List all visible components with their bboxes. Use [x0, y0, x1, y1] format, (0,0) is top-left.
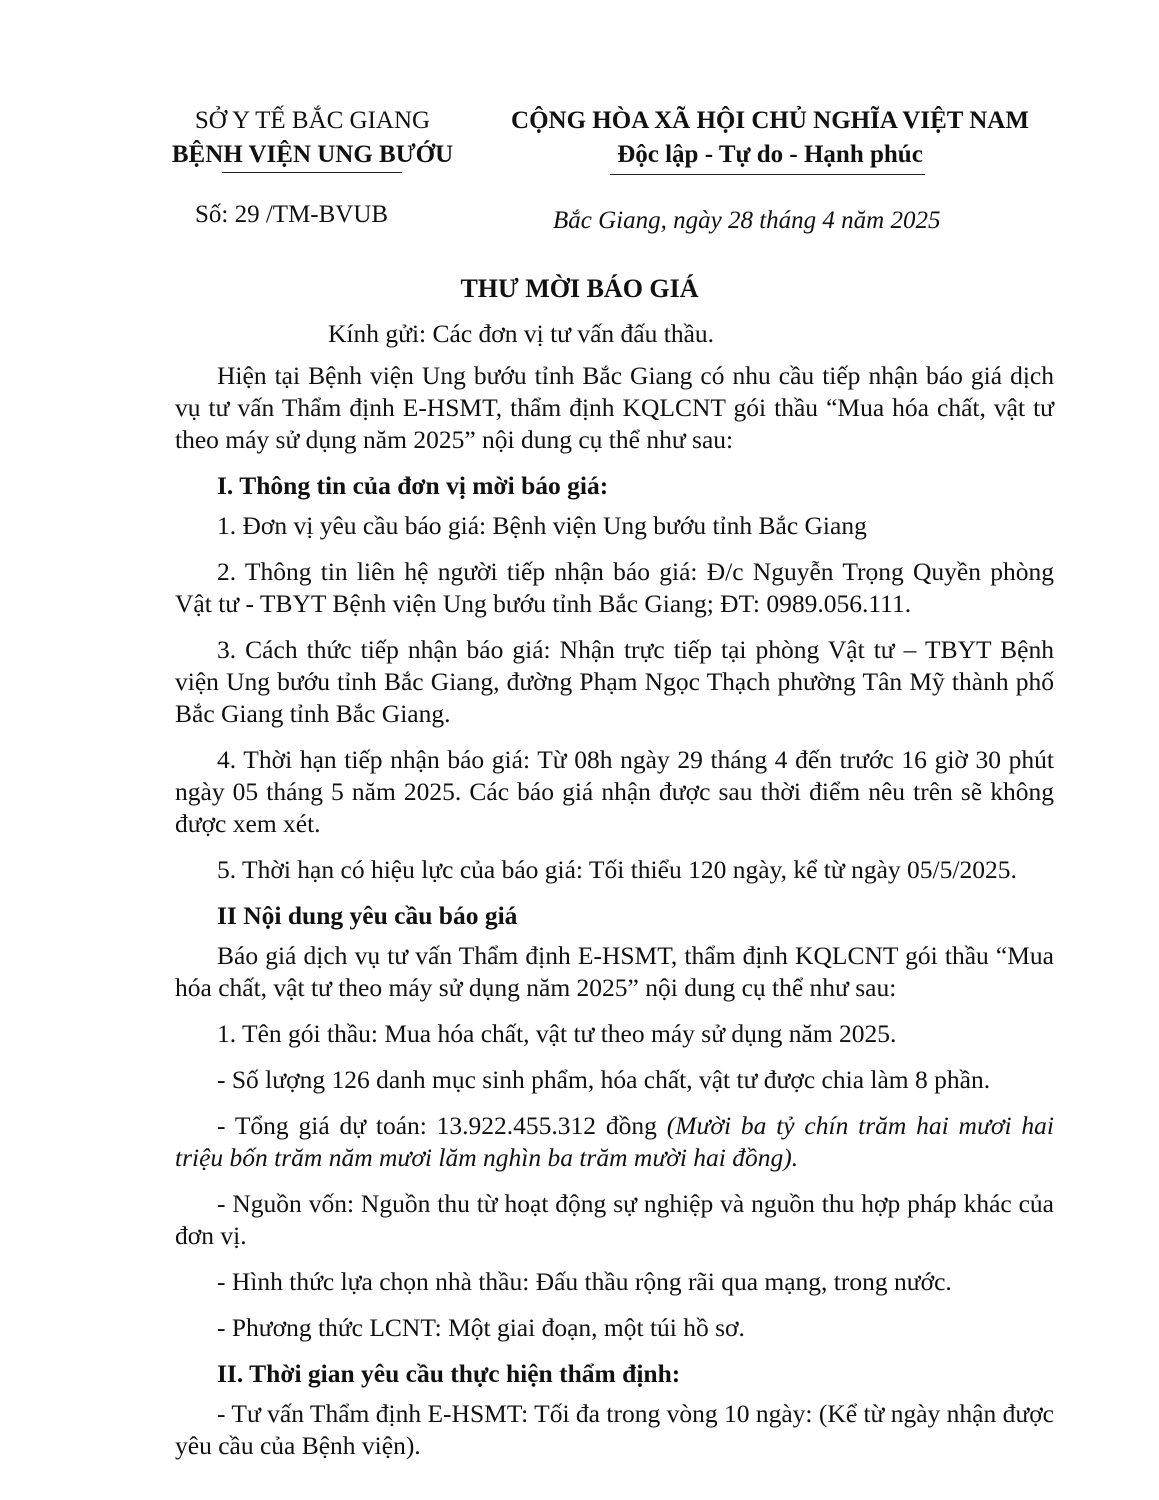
section1-item: 2. Thông tin liên hệ người tiếp nhận báo giá: Đ/c Nguyễn Trọng Quyền phòng Vật tư - TBYT Bệnh viện Ung bướu tỉnh Bắc Giang; ĐT: 0989.056.111. — [175, 557, 1054, 618]
issuer-department: SỞ Y TẾ BẮC GIANG — [194, 107, 431, 134]
estimate-line — [175, 1110, 1054, 1174]
national-motto-block — [500, 104, 1040, 172]
appraisal-time-line: - Tư vấn Thẩm định E-HSMT: Tối đa trong vòng 10 ngày: (Kể từ ngày nhận được yêu cầu của Bệnh viện). — [175, 1399, 1054, 1460]
package-name: 1. Tên gói thầu: Mua hóa chất, vật tư theo máy sử dụng năm 2025. — [217, 1019, 897, 1048]
selection-form-line: - Hình thức lựa chọn nhà thầu: Đấu thầu rộng rãi qua mạng, trong nước. — [217, 1267, 952, 1296]
section2-heading: II Nội dung yêu cầu báo giá — [217, 901, 518, 930]
section2-intro: Báo giá dịch vụ tư vấn Thẩm định E-HSMT, thẩm định KQLCNT gói thầu “Mua hóa chất, vật tư theo máy sử dụng năm 2025” nội dung cụ thể như sau: — [175, 941, 1054, 1002]
issuer-underline — [222, 172, 402, 173]
section1-item: 3. Cách thức tiếp nhận báo giá: Nhận trực tiếp tại phòng Vật tư – TBYT Bệnh viện Ung bướu tỉnh Bắc Giang, đường Phạm Ngọc Thạch phường Tân Mỹ thành phố Bắc Giang tỉnh Bắc Giang. — [175, 635, 1054, 728]
section1-item: 5. Thời hạn có hiệu lực của báo giá: Tối thiểu 120 ngày, kể từ ngày 05/5/2025. — [217, 855, 1017, 884]
document-body — [175, 318, 1054, 1470]
section1-item: 4. Thời hạn tiếp nhận báo giá: Từ 08h ngày 29 tháng 4 đến trước 16 giờ 30 phút ngày 05 tháng 5 năm 2025. Các báo giá nhận được sau thời điểm nêu trên sẽ không được xem xét. — [175, 745, 1054, 838]
estimate-in-words: (Mười ba tỷ chín trăm hai mươi hai triệu bốn trăm năm mươi lăm nghìn ba trăm mười hai đồng). — [175, 1111, 1054, 1172]
issuer-hospital: BỆNH VIỆN UNG BƯỚU — [171, 141, 454, 168]
funding-line: - Nguồn vốn: Nguồn thu từ hoạt động sự nghiệp và nguồn thu hợp pháp khác của đơn vị. — [175, 1189, 1054, 1250]
issuer-block — [150, 104, 475, 172]
motto-underline — [610, 174, 925, 175]
document-number: Số: 29 /TM-BVUB — [195, 201, 389, 228]
intro-paragraph: Hiện tại Bệnh viện Ung bướu tỉnh Bắc Giang có nhu cầu tiếp nhận báo giá dịch vụ tư vấn Thẩm định E-HSMT, thẩm định KQLCNT gói thầu “Mua hóa chất, vật tư theo máy sử dụng năm 2025” nội dung cụ thể như sau: — [175, 361, 1054, 454]
recipient-line: Kính gửi: Các đơn vị tư vấn đấu thầu. — [328, 319, 715, 348]
section1-heading: I. Thông tin của đơn vị mời báo giá: — [217, 471, 609, 500]
estimate-amount: - Tổng giá dự toán: 13.922.455.312 đồng — [217, 1111, 667, 1140]
document-title: THƯ MỜI BÁO GIÁ — [460, 274, 699, 303]
document-date: Bắc Giang, ngày 28 tháng 4 năm 2025 — [553, 207, 941, 234]
motto: Độc lập - Tự do - Hạnh phúc — [617, 141, 923, 168]
country-name: CỘNG HÒA XÃ HỘI CHỦ NGHĨA VIỆT NAM — [511, 107, 1029, 134]
section3-heading: II. Thời gian yêu cầu thực hiện thẩm định: — [217, 1359, 681, 1388]
quantity-line: - Số lượng 126 danh mục sinh phẩm, hóa chất, vật tư được chia làm 8 phần. — [217, 1065, 991, 1094]
method-line: - Phương thức LCNT: Một giai đoạn, một túi hồ sơ. — [217, 1313, 745, 1342]
section1-item: 1. Đơn vị yêu cầu báo giá: Bệnh viện Ung bướu tỉnh Bắc Giang — [217, 511, 867, 540]
